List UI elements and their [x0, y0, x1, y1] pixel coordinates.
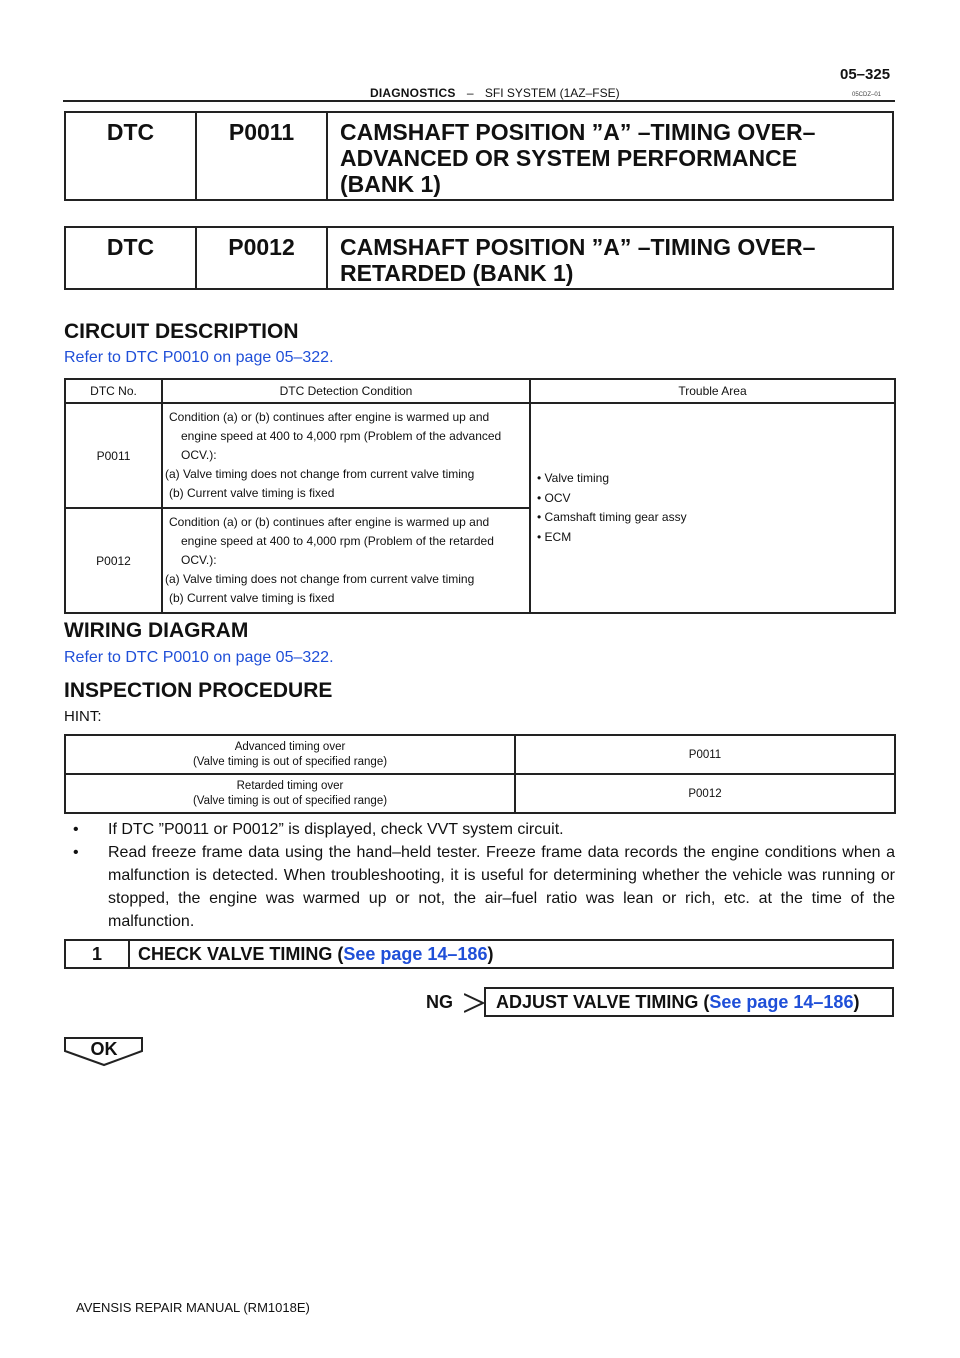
table-row	[65, 774, 895, 813]
dtc-number-cell: P0012	[65, 508, 162, 613]
hint-code-cell: P0011	[515, 735, 895, 774]
condition-line: (a) Valve timing does not change from current valve timing	[165, 572, 475, 586]
step-text: CHECK VALVE TIMING (	[138, 944, 344, 964]
trouble-area-item: • Valve timing	[537, 471, 610, 485]
header-section: DIAGNOSTICS	[370, 86, 456, 100]
condition-line: OCV.):	[181, 553, 217, 567]
dtc-code: P0011	[197, 113, 328, 199]
dtc-title-line: ADVANCED OR SYSTEM PERFORMANCE	[340, 145, 798, 171]
dtc-number-cell: P0011	[65, 403, 162, 508]
step-page-link[interactable]: See page 14–186	[343, 944, 488, 964]
trouble-area-item: • ECM	[537, 529, 572, 544]
condition-line: (a) Valve timing does not change from current valve timing	[165, 467, 475, 481]
list-item	[64, 818, 895, 841]
page-number: 05–325	[840, 66, 891, 83]
table-row	[65, 735, 895, 774]
header-rule	[63, 100, 895, 102]
dtc-title	[328, 228, 892, 288]
dtc-label: DTC	[66, 228, 197, 288]
dtc-title-line: CAMSHAFT POSITION ”A” –TIMING OVER–	[340, 119, 816, 145]
dtc-code: P0012	[197, 228, 328, 288]
ng-page-link[interactable]: See page 14–186	[709, 992, 854, 1012]
bullet-text: If DTC ”P0011 or P0012” is displayed, check VVT system circuit.	[108, 821, 564, 838]
hint-condition-line: Advanced timing over	[234, 740, 346, 753]
hint-label: HINT:	[64, 708, 102, 725]
condition-line: (b) Current valve timing is fixed	[169, 591, 335, 605]
col-trouble-area: Trouble Area	[530, 379, 895, 403]
bullet-icon: •	[73, 821, 79, 838]
inspection-procedure-heading: INSPECTION PROCEDURE	[64, 679, 333, 702]
hint-condition-line: (Valve timing is out of specified range)	[192, 794, 388, 807]
table-row	[65, 403, 895, 508]
document-code: 05CDZ–01	[852, 92, 882, 98]
ok-tab	[64, 1037, 144, 1067]
running-header	[370, 86, 620, 100]
ok-label: OK	[90, 1039, 118, 1059]
ng-action-box	[484, 987, 894, 1017]
hint-table	[64, 734, 896, 814]
trouble-area-cell	[530, 403, 895, 613]
hint-code-cell: P0012	[515, 774, 895, 813]
condition-line: engine speed at 400 to 4,000 rpm (Problem of the advanced	[181, 429, 502, 443]
step-text-close: )	[487, 944, 494, 964]
condition-line: Condition (a) or (b) continues after engine is warmed up and	[169, 410, 490, 424]
ng-action-text: ADJUST VALVE TIMING (	[496, 992, 710, 1012]
hint-condition-line: Retarded timing over	[236, 779, 344, 792]
dtc-title-line: (BANK 1)	[340, 171, 441, 197]
step-title	[130, 941, 493, 967]
hint-bullet-list	[64, 818, 895, 933]
ng-label: NG	[426, 992, 453, 1012]
header-separator: –	[466, 86, 474, 100]
ng-arrow-icon	[464, 992, 486, 1014]
wiring-diagram-heading: WIRING DIAGRAM	[64, 619, 249, 642]
wiring-diagram-link[interactable]: Refer to DTC P0010 on page 05–322.	[64, 649, 334, 666]
condition-line: OCV.):	[181, 448, 217, 462]
trouble-area-item: • OCV	[537, 490, 571, 505]
condition-line: (b) Current valve timing is fixed	[169, 486, 335, 500]
dtc-box-p0011	[64, 111, 894, 201]
dtc-title-line: RETARDED (BANK 1)	[340, 260, 574, 286]
bullet-icon: •	[73, 844, 79, 861]
ng-action-close: )	[853, 992, 860, 1012]
list-item	[64, 841, 895, 933]
hint-condition-cell	[65, 774, 515, 813]
circuit-description-link[interactable]: Refer to DTC P0010 on page 05–322.	[64, 349, 334, 366]
condition-line: engine speed at 400 to 4,000 rpm (Problem of the retarded	[181, 534, 494, 548]
footer-text: AVENSIS REPAIR MANUAL (RM1018E)	[76, 1300, 310, 1315]
hint-condition-cell	[65, 735, 515, 774]
condition-line: Condition (a) or (b) continues after engine is warmed up and	[169, 515, 490, 529]
dtc-title-line: CAMSHAFT POSITION ”A” –TIMING OVER–	[340, 234, 816, 260]
dtc-box-p0012	[64, 226, 894, 290]
trouble-area-item: • Camshaft timing gear assy	[537, 510, 687, 524]
dtc-label: DTC	[66, 113, 197, 199]
col-dtc-no: DTC No.	[65, 379, 162, 403]
detection-condition-cell	[162, 508, 530, 613]
detection-condition-cell	[162, 403, 530, 508]
bullet-text: Read freeze frame data using the hand–held tester. Freeze frame data records the engine conditions when a malfunction is detected. When troubleshooting, it is useful for determining whether the vehicle was running or stopped, the engine was warmed up or not, the air–fuel ratio was lean or rich, etc. at the time of the malfunction.	[108, 844, 895, 930]
col-detection-condition: DTC Detection Condition	[162, 379, 530, 403]
hint-condition-line: (Valve timing is out of specified range)	[192, 755, 388, 768]
table-header-row	[65, 379, 895, 403]
dtc-title	[328, 113, 892, 199]
step-1-box	[64, 939, 894, 969]
header-subsection: SFI SYSTEM (1AZ–FSE)	[484, 86, 620, 100]
step-number: 1	[66, 941, 130, 967]
circuit-description-heading: CIRCUIT DESCRIPTION	[64, 320, 299, 343]
dtc-detection-table	[64, 378, 896, 614]
